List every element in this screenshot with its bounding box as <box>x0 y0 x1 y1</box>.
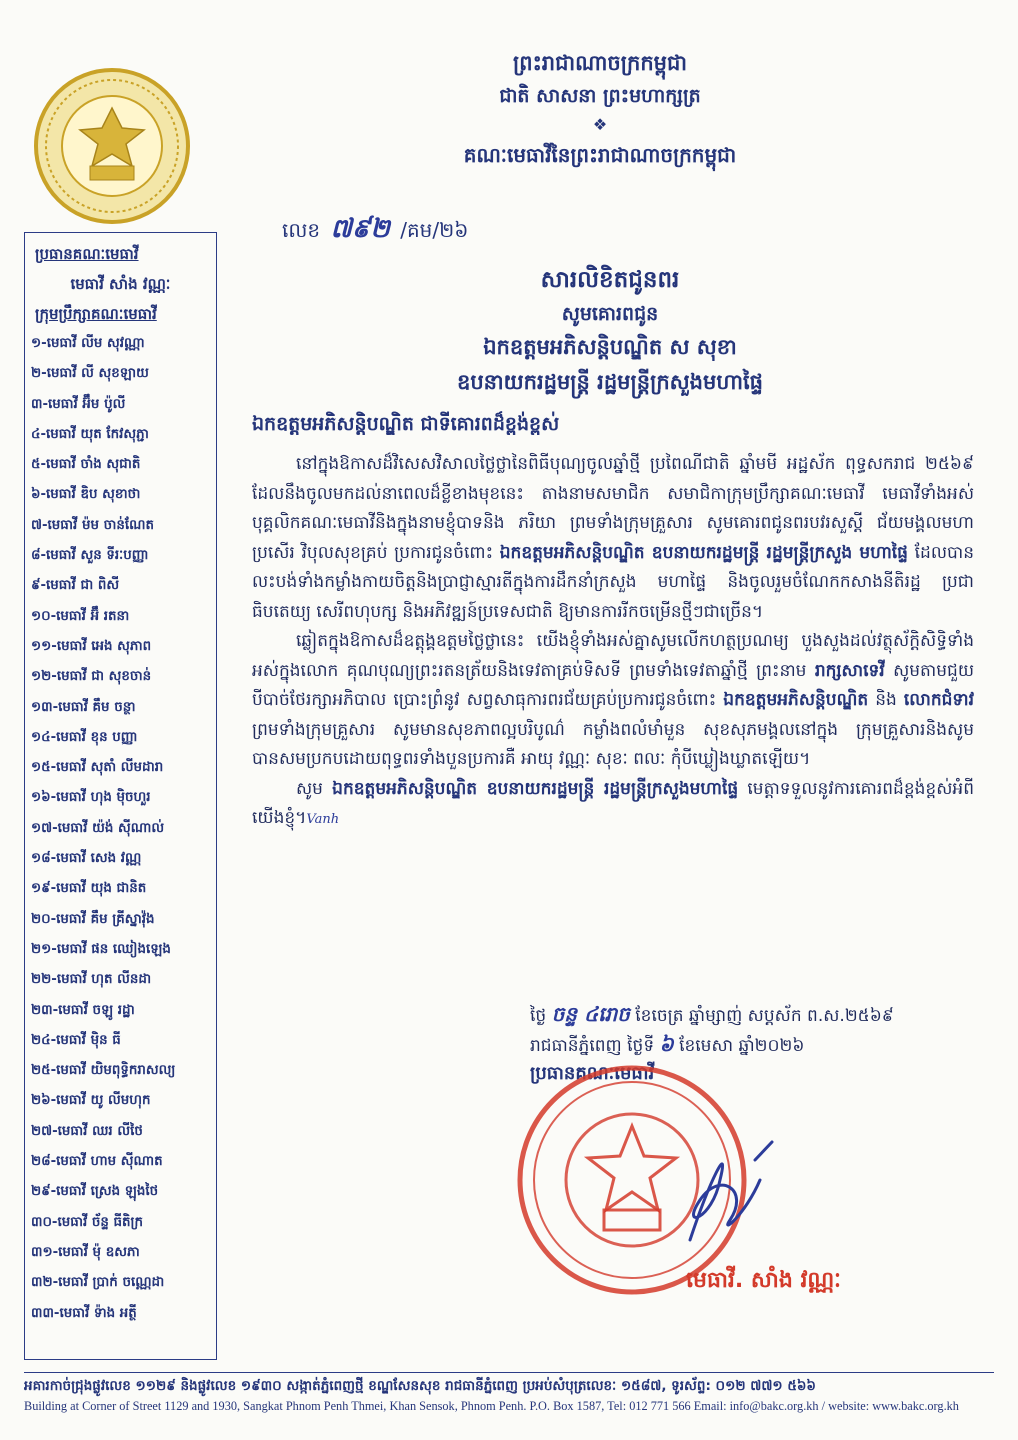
ref-label: លេខ <box>282 218 321 242</box>
p2-bold-recipient: ឯកឧត្តមអភិសន្តិបណ្ឌិត <box>723 690 869 710</box>
place-prefix: រាជធានីភ្នំពេញ ថ្ងៃទី <box>530 1036 655 1056</box>
sidebar-president-name: មេធាវី សាំង វណ្ណៈ <box>70 275 171 293</box>
council-member-item: ១៦-មេធាវី ហុង ម៉ិចហួរ <box>31 790 151 806</box>
p2-text-g: ព្រមទាំងក្រុមគ្រួសារ សូមមានសុខភាពល្អបរិបូណ៌ កម្លាំងពលំមាំមួន សុខសុភមង្គលនៅក្នុង ក្រុមគ្រួសារនិងសូមបានសមប្រកបដោយពុទ្ធពរទាំងបួនប្រការគឺ អាយុ វណ្ណៈ សុខៈ ពលៈ កុំបីឃ្លៀងឃ្លាតឡើយ។ <box>252 719 974 769</box>
signer-title: ប្រធានគណៈមេធាវី <box>530 1063 655 1084</box>
salutation: ឯកឧត្តមអភិសន្តិបណ្ឌិត ជាទីគោរពដ៏ខ្ពង់ខ្ពស់ <box>252 413 560 435</box>
reference-number <box>282 212 468 250</box>
letter-title: សារលិខិតជូនពរ <box>540 267 680 293</box>
letter-title-block <box>240 262 980 400</box>
council-member-item: ៩-មេធាវី ជា ពិសី <box>31 578 120 594</box>
council-member-item: ២៩-មេធាវី ស្រេង ឡុងថៃ <box>31 1184 159 1200</box>
footer-khmer-address: អគារកាច់ជ្រុងផ្លូវលេខ ១១២៩ និងផ្លូវលេខ ១៩៣០ សង្កាត់ភ្នំពេញថ្មី ខណ្ឌសែនសុខ រាជធានីភ្នំពេញ ប្រអប់សំបុត្រលេខៈ ១៥៨៧, ទូរស័ព្ទ: ០១២ ៧៧១ ៥៦៦ <box>24 1378 816 1394</box>
council-member-item: ១៩-មេធាវី យុង ជានិត <box>31 881 147 897</box>
council-member-item: ១៥-មេធាវី សុតាំ លីមដារា <box>31 760 164 776</box>
p1-text-a: នៅក្នុងឱកាសដ៏វិសេសវិសាលថ្លៃថ្លានៃពិធីបុណ្យចូលឆ្នាំថ្មី ប្រពៃណីជាតិ ឆ្នាំមមី អដ្ឋស័ក ពុទ្ធសករាជ ២៥៦៩ ដែលនឹងចូលមកដល់នាពេលដ៏ខ្លីខាងមុខនេះ តាងនាមសមាជិក សមាជិកាក្រុមប្រឹក្សាគណៈមេធាវី មេធាវីទាំងអស់ បុគ្គលិកគណៈមេធាវីនិងក្នុងនាមខ្ញុំបាទនិង ភរិយា ព្រមទាំងក្រុមគ្រួសារ សូមគោរពជូនពរបវរសួស្តី ជ័យមង្គលមហាប្រសើរ វិបុលសុខគ្រប់ ប្រការជូនចំពោះ <box>252 454 974 563</box>
sidebar-council-title: ក្រុមប្រឹក្សាគណៈមេធាវី <box>35 305 157 323</box>
council-member-item: ៧-មេធាវី ម៉ម ចាន់ណែត <box>31 517 154 533</box>
council-member-item: ៥-មេធាវី ចាំង សុជាតិ <box>31 457 141 473</box>
council-member-item: ២៤-មេធាវី ម៉ិន ធី <box>31 1032 121 1048</box>
p3-text-c: មេត្តាទទួលនូវការគោរពដ៏ខ្ពង់ខ្ពស់អំពីយើងខ្ញុំ។ <box>252 778 974 828</box>
p3-bold: ឯកឧត្តមអភិសន្តិបណ្ឌិត ឧបនាយករដ្ឋមន្ត្រី រដ្ឋមន្ត្រីក្រសួងមហាផ្ទៃ <box>332 778 739 799</box>
council-member-item: ៣២-មេធាវី ប្រាក់ ចណ្ណេដា <box>31 1275 165 1291</box>
council-member-item: ១២-មេធាវី ជា សុខចាន់ <box>31 669 152 685</box>
p1-bold: ឯកឧត្តមអភិសន្តិបណ្ឌិត ឧបនាយករដ្ឋមន្ត្រី រដ្ឋមន្ត្រីក្រសួង មហាផ្ទៃ <box>499 542 908 563</box>
council-member-item: ២៨-មេធាវី ហាម ស៊ីណាត <box>31 1154 163 1170</box>
p3-handwritten-mark: Vanh <box>306 812 340 827</box>
national-motto: ជាតិ សាសនា ព្រះមហាក្សត្រ <box>499 85 701 107</box>
council-member-item: ១០-មេធាវី អ៊ឹ រតនា <box>31 608 130 624</box>
signer-name: មេធាវី. សាំង វណ្ណៈ <box>686 1268 841 1293</box>
paragraph-1 <box>252 450 974 627</box>
council-member-item: ១-មេធាវី លីម សុវណ្ណា <box>31 336 145 351</box>
council-member-item: ១៣-មេធាវី គឹម ចន្ថា <box>31 699 136 715</box>
paragraph-2 <box>252 627 974 775</box>
council-member-item: ១១-មេធាវី អេង សុភាព <box>31 638 152 654</box>
p2-text-e: និង <box>868 690 904 710</box>
recipient-title: ឧបនាយករដ្ឋមន្ត្រី រដ្ឋមន្ត្រីក្រសួងមហាផ្ទៃ <box>456 370 763 394</box>
council-member-item: ២២-មេធាវី ហុត លីនដា <box>31 972 152 988</box>
footer-address <box>24 1372 994 1414</box>
letterhead <box>380 46 820 172</box>
paragraph-3 <box>252 775 974 835</box>
lunar-date-line <box>530 1000 990 1030</box>
place-date-line <box>530 1030 990 1060</box>
council-member-item: ៣៣-មេធាវី ទ៉ាង អត្ថី <box>31 1305 137 1321</box>
council-member-item: ២-មេធាវី លី សុខឡាយ <box>31 366 149 382</box>
council-member-item: ១៧-មេធាវី យ៉ង់ ស៊ីណាល់ <box>31 820 165 836</box>
kingdom-name: ព្រះរាជាណាចក្រកម្ពុជា <box>512 51 687 75</box>
p1-text-c: ដែលបានលះបង់ទាំងកម្លាំងកាយចិត្តនិងប្រាជ្ញាស្មារតីក្នុងការដឹកនាំក្រសួង មហាផ្ទៃ និងចូលរួមចំណែកកសាងនីតិរដ្ឋ ប្រជាធិបតេយ្យ សេរីពហុបក្ស និងអភិវឌ្ឍន៍ប្រទេសជាតិ ឱ្យមានការរីកចម្រើនថ្មីៗជាច្រើន។ <box>252 542 974 622</box>
p2-bold-deity: រាក្សសាទេវី <box>814 660 885 681</box>
council-member-item: ៤-មេធាវី យុត កែវសុភ្ជា <box>31 426 149 442</box>
footer-english-address: Building at Corner of Street 1129 and 1930, Sangkat Phnom Penh Thmei, Khan Sensok, Phnom Penh. P.O. Box 1587, Tel: 012 771 566 Email: info@bakc.org.kh / website: www.bakc.org.kh <box>24 1399 959 1413</box>
p3-text-a: សូម <box>296 778 333 799</box>
council-member-item: ៦-មេធាវី ឌិប សុខាថា <box>31 487 141 503</box>
place-rest: ខែមេសា ឆ្នាំ២០២៦ <box>679 1036 805 1056</box>
ornament-icon: ❖ <box>592 115 608 134</box>
place-day-handwritten: ៦ <box>659 1032 674 1056</box>
council-member-item: ៨-មេធាវី សួន ទីរៈបញ្ញា <box>31 548 149 564</box>
council-member-item: ៣១-មេធាវី ម៉ុ ឧសភា <box>31 1244 140 1260</box>
organization-name: គណៈមេធាវីនៃព្រះរាជាណាចក្រកម្ពុជា <box>463 143 737 167</box>
council-member-item: ៣០-មេធាវី ច័ន្ទ ធីតិក្រ <box>31 1214 144 1230</box>
sidebar-president-title: ប្រធានគណៈមេធាវី <box>35 245 139 263</box>
p2-text-a: ឆ្លៀតក្នុងឱកាសដ៏ឧត្តុង្គឧត្តមថ្លៃថ្លានេះ យើងខ្ញុំទាំងអស់គ្នាសូមលើកហត្ថប្រណម្យ បួងសួងដល់វត្ថុស័ក្តិសិទ្ធិទាំងអស់ក្នុងលោក គុណបុណ្យព្រះរតនត្រ័យនិងទេវតាគ្រប់ទិសទី ព្រមទាំងទេវតាឆ្នាំថ្មី ព្រះនាម <box>252 631 974 681</box>
council-member-item: ២៣-មេធាវី ចឡូ រដ្ឋា <box>31 1002 135 1018</box>
ref-suffix: /គម/២៦ <box>400 218 469 242</box>
council-member-item: ២០-មេធាវី គឹម គ្រីស្នាវ៉ុង <box>31 911 155 927</box>
council-member-item: ២៧-មេធាវី ឈរ លីថៃ <box>31 1123 143 1139</box>
date-prefix: ថ្ងៃ <box>530 1006 547 1026</box>
council-member-list <box>25 329 216 1329</box>
council-member-item: ២៦-មេធាវី យូ លីមហុក <box>31 1093 151 1109</box>
signature-icon <box>660 1120 780 1260</box>
bar-association-seal-icon <box>32 66 192 226</box>
ref-number-handwritten: ៧៩២ <box>330 214 390 244</box>
respectfully-to: សូមគោរពជូន <box>561 303 659 325</box>
letter-body <box>252 450 974 835</box>
council-member-item: ១៨-មេធាវី សេង វណ្ណ <box>31 851 142 867</box>
date-handwritten: ចន្ទ ៤រោច <box>551 1002 630 1026</box>
council-member-item: ៣-មេធាវី អ៊ឹម ប៉ូលី <box>31 396 126 412</box>
council-member-item: ២៥-មេធាវី យិមពុទ្ធិករាសល្យ <box>31 1063 176 1079</box>
p2-text-c: សូមតាមជួយបីបាច់ថែរក្សាអភិបាល ប្រោះព្រំនូវ សព្វសាធុការពរជ័យគ្រប់ប្រការជូនចំពោះ <box>252 660 975 710</box>
recipient-name: ឯកឧត្តមអភិសន្តិបណ្ឌិត ស សុខា <box>483 335 737 359</box>
date-rest: ខែចេត្រ ឆ្នាំម្សាញ់ សប្តស័ក ព.ស.២៥៦៩ <box>635 1006 894 1026</box>
council-member-item: ១៤-មេធាវី ខុន បញ្ញា <box>31 729 138 745</box>
p2-bold-spouse: លោកជំទាវ <box>903 690 975 710</box>
council-sidebar <box>24 232 217 1360</box>
council-member-item: ២១-មេធាវី ផន ឈៀងឡេង <box>31 941 171 957</box>
